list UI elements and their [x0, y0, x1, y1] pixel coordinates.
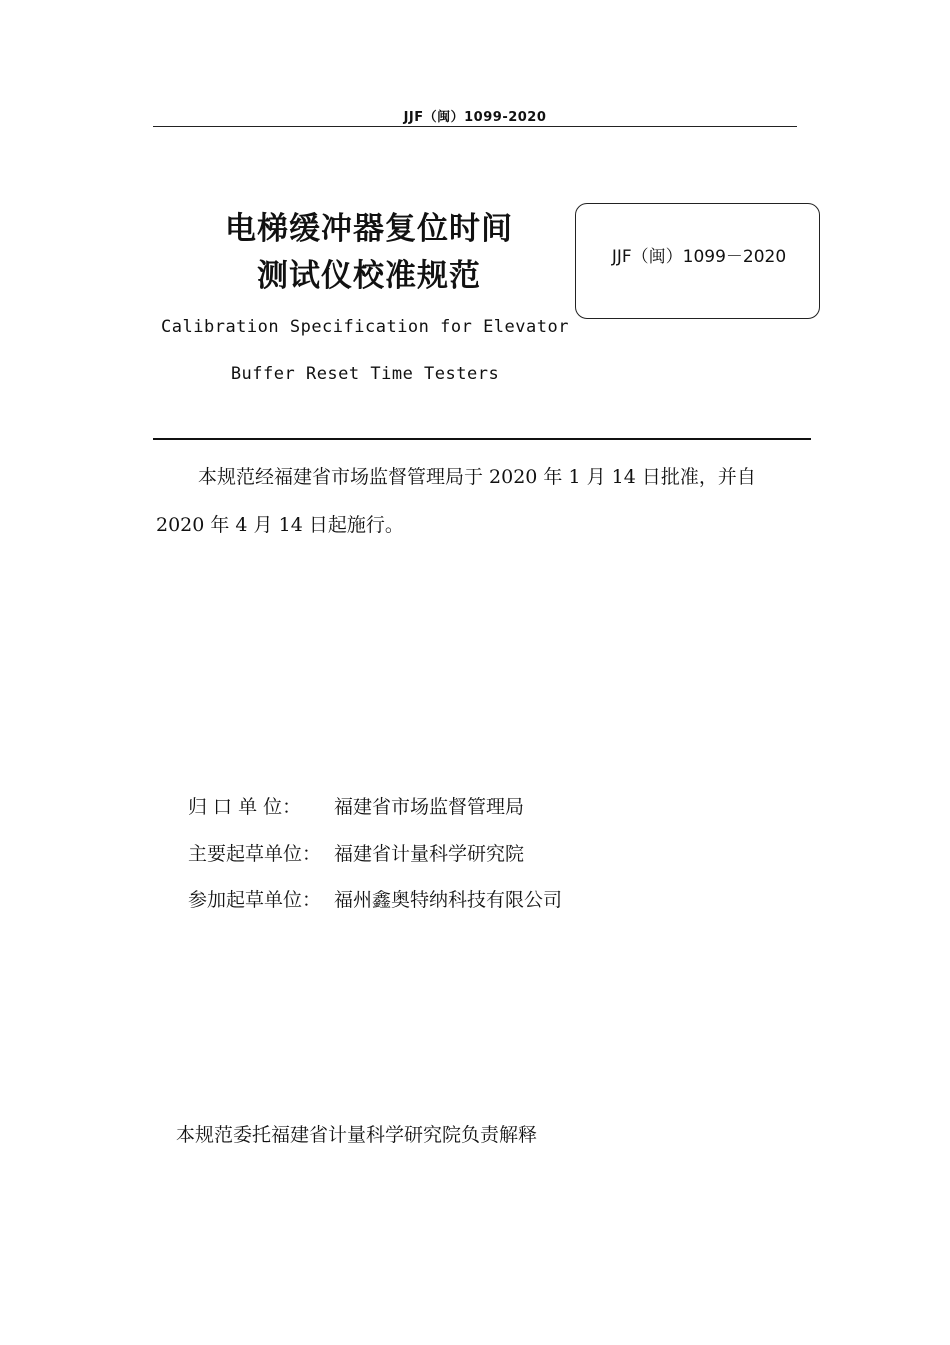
english-title-line-1: Calibration Specification for Elevator [161, 317, 569, 337]
unit-row-main-drafter [188, 839, 524, 866]
unit-value: 福建省市场监督管理局 [334, 796, 525, 818]
unit-label: 主要起草单位： [188, 843, 322, 865]
unit-row-responsible [188, 792, 524, 819]
unit-label: 归 口 单 位： [188, 796, 302, 818]
interpretation-note: 本规范委托福建省计量科学研究院负责解释 [176, 1124, 538, 1146]
unit-row-participating-drafter [188, 885, 562, 912]
header-divider [153, 126, 797, 127]
title-line-1: 电梯缓冲器复位时间 [225, 211, 513, 247]
unit-value: 福州鑫奥特纳科技有限公司 [334, 889, 563, 911]
unit-label: 参加起草单位： [188, 889, 322, 911]
title-divider [153, 438, 811, 440]
header-standard-code: JJF（闽）1099-2020 [403, 110, 547, 125]
standard-code-box-text: JJF（闽）1099－2020 [611, 247, 787, 267]
unit-value: 福建省计量科学研究院 [334, 843, 525, 865]
approval-text-line-2: 2020 年 4 月 14 日起施行。 [156, 514, 404, 536]
english-title-line-2: Buffer Reset Time Testers [230, 364, 500, 384]
title-line-2: 测试仪校准规范 [257, 258, 481, 294]
approval-text-line-1: 本规范经福建省市场监督管理局于 2020 年 1 月 14 日批准，并自 [198, 466, 756, 488]
